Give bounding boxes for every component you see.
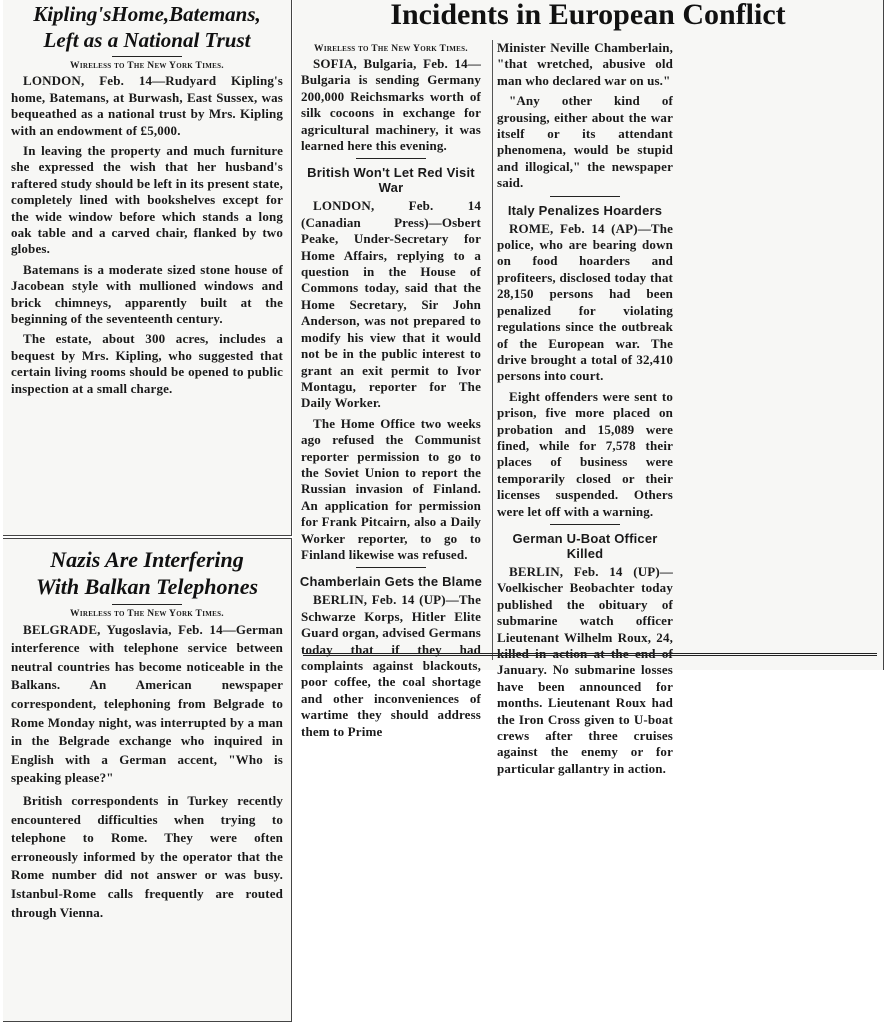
incidents-column-1 <box>299 40 483 744</box>
british-story <box>299 198 483 563</box>
incidents-clipping <box>293 0 884 776</box>
divider <box>550 524 620 525</box>
nazis-paragraph-1: BELGRADE, Yugoslavia, Feb. 14—German interference with telephone service between neutral countries has become noticeable in the Balkans. An American newspaper correspondent, telephoning from Belgrade to Rome Monday night, was interrupted by a man in the Belgrade exchange who inquired in English with a German accent, "Who is speaking please?" <box>11 621 283 786</box>
kipling-credit: Wireless to The New York Times. <box>70 61 224 72</box>
kipling-paragraph-1: LONDON, Feb. 14—Rudyard Kipling's home, Batemans, at Burwash, East Sussex, was bequeathed as a national trust by Mrs. Kipling with an endowment of £5,000. <box>11 73 283 138</box>
chamberlain-headline: Chamberlain Gets the Blame <box>299 574 483 590</box>
kipling-headline-line1: Kipling'sHome,Batemans, <box>33 2 261 26</box>
chamberlain-paragraph-2: Minister Neville Chamberlain, "that wretched, abusive old man who declared war on us." <box>497 40 673 88</box>
chamberlain-paragraph-1: BERLIN, Feb. 14 (UP)—The Schwarze Korps, Hitler Elite Guard organ, advised Germans today that if they had complaints against blackouts, poor coffee, the coal shortage and other inconveniences of wartime they should address them to Prime <box>301 592 481 739</box>
incidents-credit: Wireless to The New York Times. <box>314 44 468 54</box>
incidents-headline: Incidents in European Conflict <box>390 0 786 31</box>
divider <box>356 158 426 159</box>
uboat-story <box>493 564 677 777</box>
bottom-double-rule <box>303 653 877 656</box>
kipling-clipping <box>3 0 292 536</box>
kipling-paragraph-3: Batemans is a moderate sized stone house of Jacobean style with mullioned windows and brick chimneys, apparently built at the beginning of the seventeenth century. <box>11 261 283 326</box>
british-headline: British Won't Let Red Visit War <box>307 165 475 196</box>
chamberlain-story <box>299 592 483 740</box>
divider <box>550 196 620 197</box>
italy-story <box>493 221 677 520</box>
italy-paragraph-1: ROME, Feb. 14 (AP)—The police, who are bearing down on food hoarders and profiteers, disclosed today that 28,150 persons had been penalized for violating regulations since the outbreak of the European war. The drive brought a total of 32,410 persons into court. <box>497 220 673 384</box>
uboat-headline: German U-Boat Officer Killed <box>512 530 658 561</box>
british-paragraph-2: The Home Office two weeks ago refused the Communist reporter permission to go to the Soviet Union to report the Russian invasion of Finland. An application for permission for Frank Pitcairn, also a Daily Worker reporter, to go to Finland likewise was refused. <box>301 415 481 562</box>
incidents-column-2 <box>492 40 677 776</box>
chamberlain-story-continued <box>493 40 677 192</box>
nazis-headline-line2: With Balkan Telephones <box>35 574 259 600</box>
nazis-body <box>3 621 291 923</box>
nazis-credit: Wireless to The New York Times. <box>70 608 224 619</box>
divider <box>112 56 182 57</box>
divider <box>356 567 426 568</box>
nazis-paragraph-2: British correspondents in Turkey recently encountered difficulties when trying to telephone to Rome. They were often erroneously informed by the operator that the Rome number did not answer or was busy. Istanbul-Rome calls frequently are routed through Vienna. <box>11 792 283 920</box>
kipling-headline-line2: Left as a National Trust <box>43 28 251 53</box>
italy-paragraph-2: Eight offenders were sent to prison, five more placed on probation and 15,089 were fined, while for 7,578 their places of business were temporarily closed or their licenses suspended. Others were let off with a warning. <box>497 388 673 519</box>
uboat-paragraph: BERLIN, Feb. 14 (UP)—Voelkischer Beobachter today published the obituary of submarine watch officer Lieutenant Wilhelm Roux, 24, killed in action at the end of January. No submarine losses have been announced for months. Lieutenant Roux had the Iron Cross given to U-boat crews after three cruises against the enemy or for particular gallantry in action. <box>497 563 673 776</box>
nazis-headline-line1: Nazis Are Interfering <box>50 547 244 572</box>
kipling-paragraph-2: In leaving the property and much furniture she expressed the wish that her husband's raftered study should be left in its present state, completely lined with bookshelves except for the wide window before which stands a long oak table and a carved chair, flanked by two globes. <box>11 142 283 257</box>
sofia-paragraph: SOFIA, Bulgaria, Feb. 14—Bulgaria is sending Germany 200,000 Reichsmarks worth of silk cocoons in exchange for agricultural machinery, it was learned here this evening. <box>301 56 481 154</box>
nazis-clipping <box>3 538 292 1022</box>
divider <box>112 604 182 605</box>
italy-headline: Italy Penalizes Hoarders <box>507 202 663 218</box>
chamberlain-paragraph-3: "Any other kind of grousing, either about the war itself or its attendant phenomena, would be stupid and illogical," the newspaper said. <box>497 93 673 191</box>
british-paragraph-1: LONDON, Feb. 14 (Canadian Press)—Osbert Peake, Under-Secretary for Home Affairs, replying to a question in the House of Commons today, said that the Home Secretary, Sir John Anderson, was not prepared to modify his view that it would not be in the public interest to grant an exit permit to Ivor Montagu, reporter for The Daily Worker. <box>301 198 481 411</box>
sofia-story <box>299 56 483 154</box>
kipling-body <box>3 73 291 397</box>
kipling-paragraph-4: The estate, about 300 acres, includes a bequest by Mrs. Kipling, who suggested that certain living rooms should be opened to public inspection at a small charge. <box>11 331 283 396</box>
